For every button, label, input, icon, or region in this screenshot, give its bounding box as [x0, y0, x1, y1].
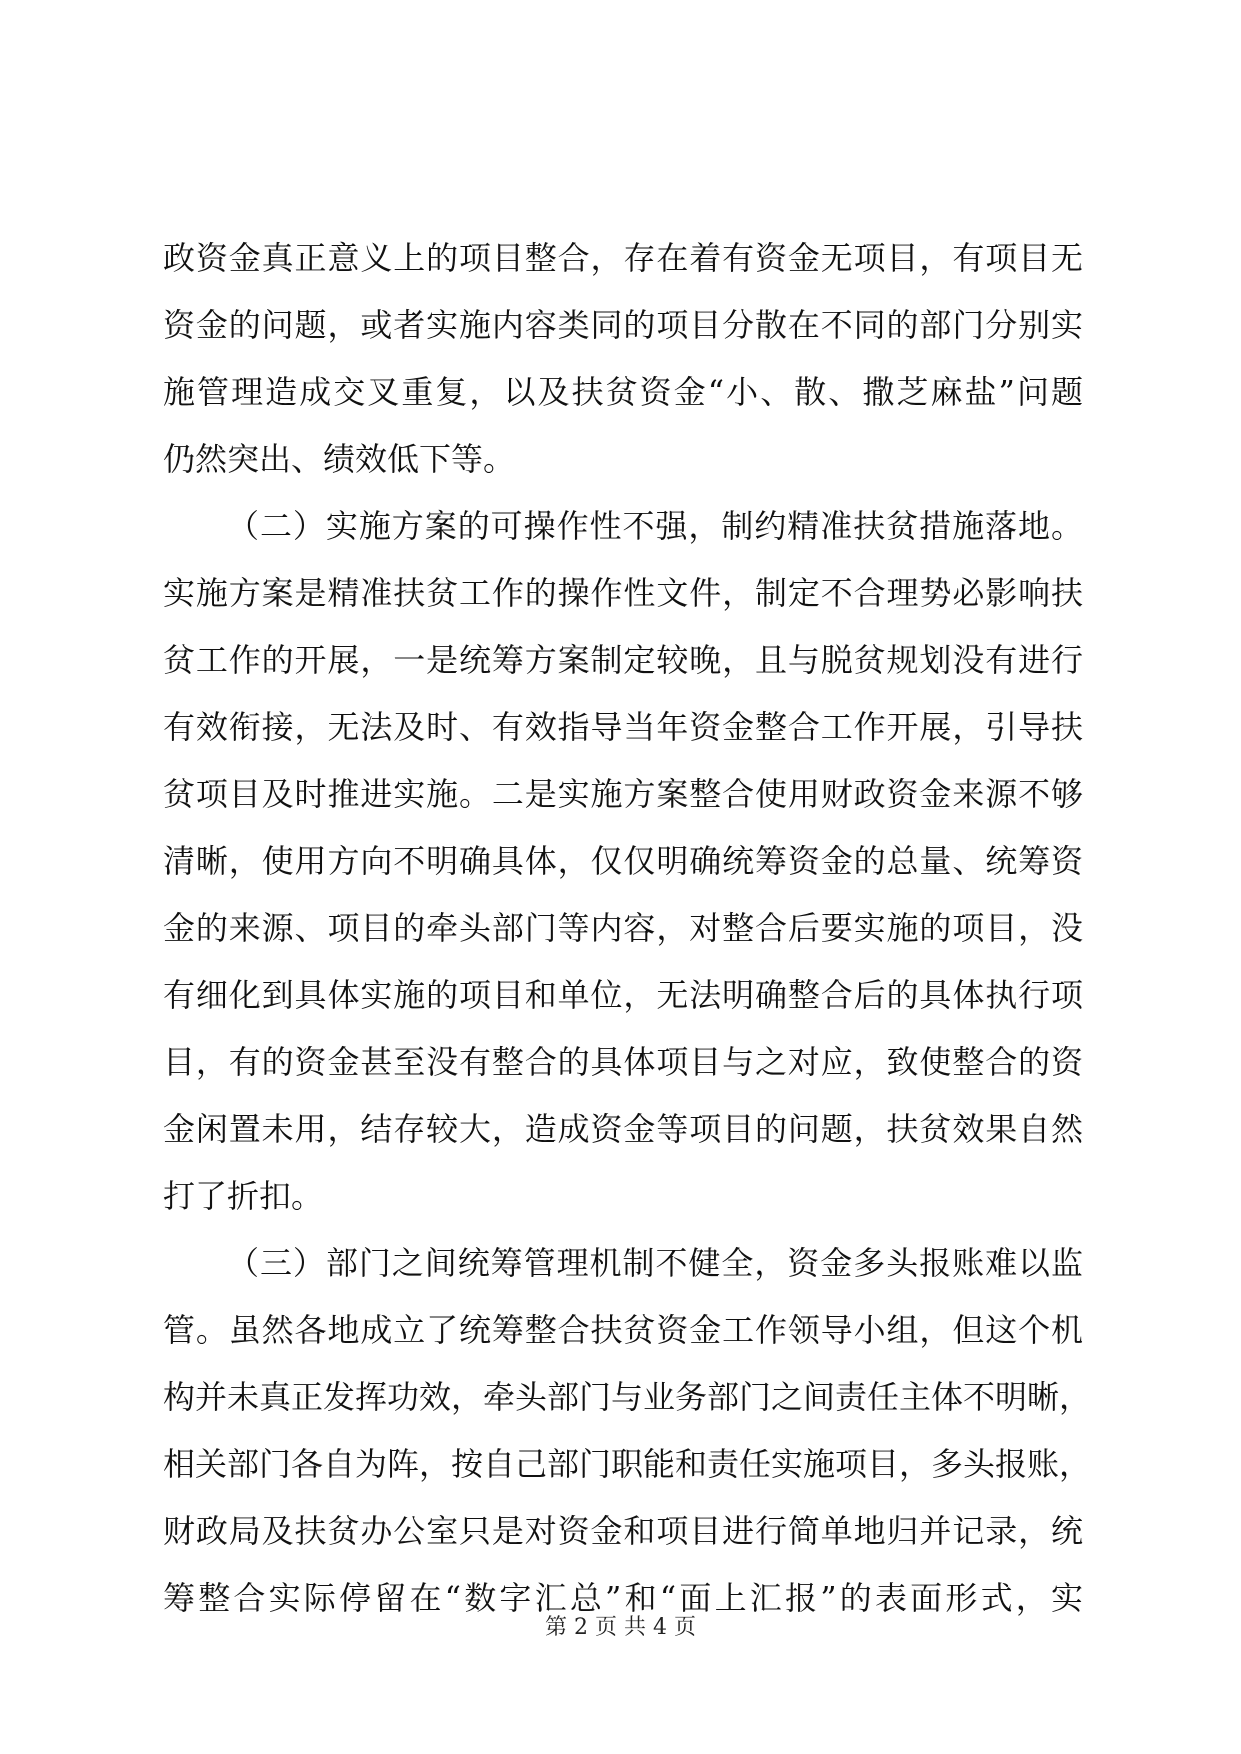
section-heading-line: （二）实施方案的可操作性不强，制约精准扶贫措施落地。 [227, 507, 1083, 545]
text-line: 相关部门各自为阵，按自己部门职能和责任实施项目，多头报账， [163, 1445, 1092, 1483]
text-line: 金闲置未用，结存较大，造成资金等项目的问题，扶贫效果自然 [163, 1110, 1083, 1148]
text-line: 贫项目及时推进实施。二是实施方案整合使用财政资金来源不够 [163, 775, 1083, 813]
text-line: 仍然突出、绩效低下等。 [163, 440, 516, 478]
section-heading-line: （三）部门之间统筹管理机制不健全，资金多头报账难以监 [227, 1244, 1083, 1282]
text-line: 清晰，使用方向不明确具体，仅仅明确统筹资金的总量、统筹资 [163, 842, 1083, 880]
text-line: 有效衔接，无法及时、有效指导当年资金整合工作开展，引导扶 [163, 708, 1083, 746]
page-footer: 第 2 页 共 4 页 [545, 1615, 696, 1640]
text-line: 资金的问题，或者实施内容类同的项目分散在不同的部门分别实 [163, 306, 1083, 344]
text-line: 筹整合实际停留在“数字汇总”和“面上汇报”的表面形式，实 [163, 1579, 1083, 1617]
text-line: 财政局及扶贫办公室只是对资金和项目进行简单地归并记录，统 [163, 1512, 1083, 1550]
text-line: 打了折扣。 [163, 1177, 324, 1215]
text-line: 有细化到具体实施的项目和单位，无法明确整合后的具体执行项 [163, 976, 1083, 1014]
text-line: 管。虽然各地成立了统筹整合扶贫资金工作领导小组，但这个机 [163, 1311, 1083, 1349]
text-line: 贫工作的开展，一是统筹方案制定较晚，且与脱贫规划没有进行 [163, 641, 1083, 679]
text-line: 构并未真正发挥功效，牵头部门与业务部门之间责任主体不明晰， [163, 1378, 1092, 1416]
text-line: 政资金真正意义上的项目整合，存在着有资金无项目，有项目无 [163, 239, 1083, 277]
text-line: 金的来源、项目的牵头部门等内容，对整合后要实施的项目，没 [163, 909, 1083, 947]
text-line: 目，有的资金甚至没有整合的具体项目与之对应，致使整合的资 [163, 1043, 1083, 1081]
text-line: 实施方案是精准扶贫工作的操作性文件，制定不合理势必影响扶 [163, 574, 1083, 612]
text-line: 施管理造成交叉重复，以及扶贫资金“小、散、撒芝麻盐”问题 [163, 373, 1083, 411]
body-text [163, 225, 1092, 1632]
